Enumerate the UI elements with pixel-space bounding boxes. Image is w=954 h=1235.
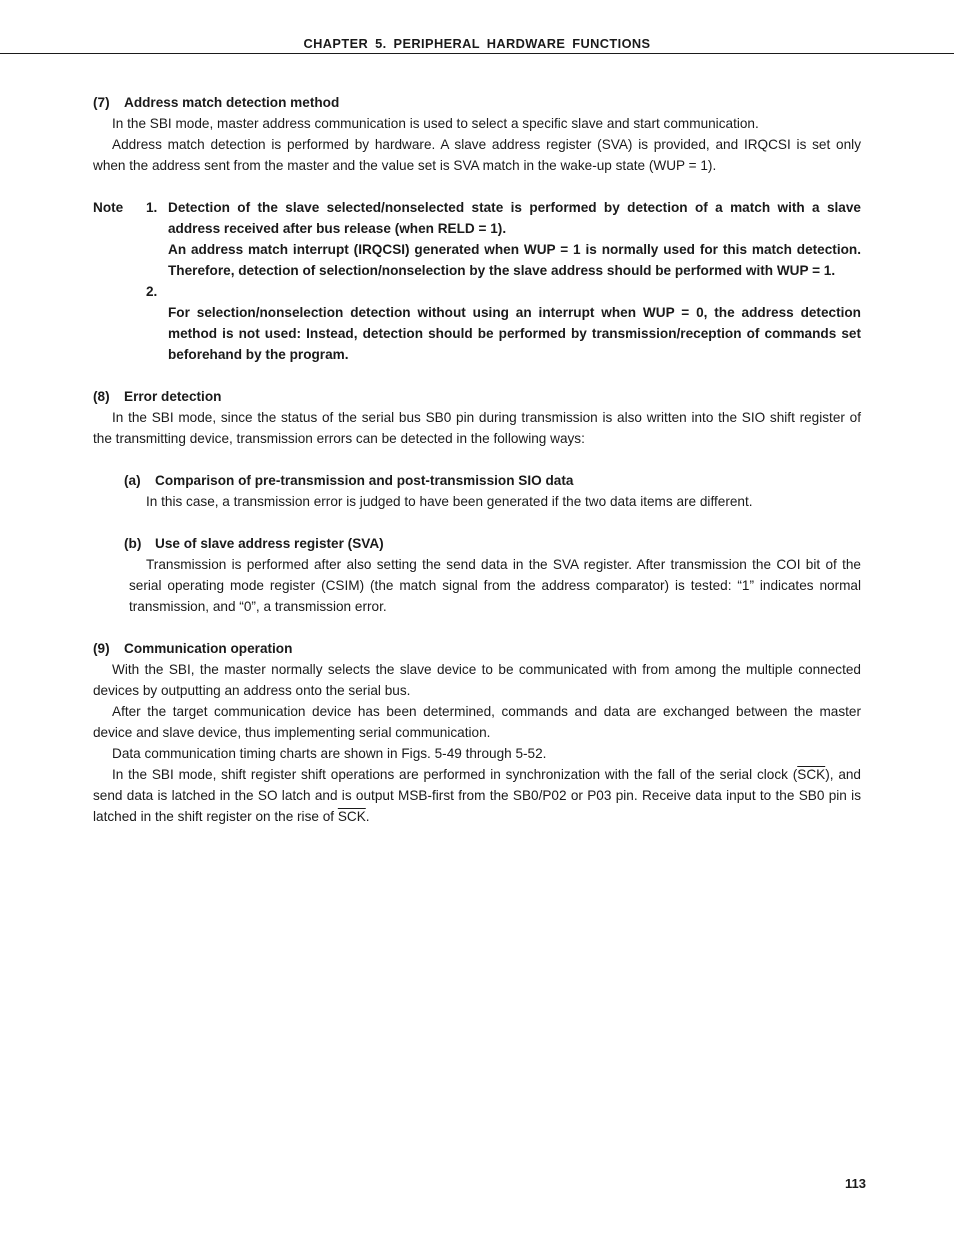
- section-9-paragraph-3: Data communication timing charts are shown in Figs. 5-49 through 5-52.: [112, 746, 547, 761]
- section-8b-paragraph-1: Transmission is performed after also setting the send data in the SVA register. After transmission the COI bit of the serial operating mode register (CSIM) (the match signal from the address comparator) is tested: “1” indicates normal transmission, and “0”, a transmission error.: [129, 557, 861, 614]
- sck-signal-label-1: $\overline{SCK}$: [797, 767, 826, 782]
- section-8-heading: [93, 386, 861, 407]
- note-item-2-number: 2.: [146, 284, 158, 299]
- section-7-heading: [93, 92, 861, 113]
- section-7-title: Address match detection method: [124, 95, 340, 110]
- section-8a-heading: [124, 470, 861, 491]
- section-9-paragraph-4-text-1: In the SBI mode, shift register shift operations are performed in synchronization with the fall of the serial clock (: [112, 767, 798, 782]
- note-block: [93, 197, 861, 365]
- note-item-1-line-2: An address match interrupt (IRQCSI) generated when WUP = 1 is normally used for this match detection. Therefore, detection of selection/nonselection by the slave address should be performed with WUP = 1.: [168, 242, 861, 278]
- page-number: 113: [845, 1176, 866, 1191]
- page-content: [93, 92, 861, 827]
- section-8a-paragraph-1: In this case, a transmission error is judged to have been generated if the two data items are different.: [146, 494, 753, 509]
- section-8b-number: (b): [124, 536, 142, 551]
- note-item-2: [146, 281, 861, 365]
- section-9-number: (9): [93, 641, 110, 656]
- section-9-paragraph-1: With the SBI, the master normally selects the slave device to be communicated with from among the multiple connected devices by outputting an address onto the serial bus.: [93, 662, 861, 698]
- header-rule: [0, 53, 954, 54]
- section-7-number: (7): [93, 95, 110, 110]
- section-7-paragraph-2: Address match detection is performed by hardware. A slave address register (SVA) is provided, and IRQCSI is set only when the address sent from the master and the value set is SVA match in the wake-up state (WUP = 1).: [93, 137, 861, 173]
- section-8a-number: (a): [124, 473, 141, 488]
- section-8-number: (8): [93, 389, 110, 404]
- note-list: [146, 197, 861, 365]
- note-label: Note: [93, 200, 124, 215]
- section-8b-heading: [124, 533, 861, 554]
- section-7-paragraph-1: In the SBI mode, master address communication is used to select a specific slave and start communication.: [112, 116, 759, 131]
- section-8b-title: Use of slave address register (SVA): [155, 536, 384, 551]
- sck-signal-label-2: $\overline{SCK}$: [337, 809, 366, 824]
- section-8-paragraph-1: In the SBI mode, since the status of the serial bus SB0 pin during transmission is also written into the SIO shift register of the transmitting device, transmission errors can be detected in the following ways:: [93, 410, 861, 446]
- section-8a-title: Comparison of pre-transmission and post-transmission SIO data: [155, 473, 574, 488]
- note-item-2-line-1: For selection/nonselection detection without using an interrupt when WUP = 0, the address detection method is not used: Instead, detection should be performed by transmission/reception of commands set beforehand by the program.: [168, 305, 861, 362]
- section-8-title: Error detection: [124, 389, 222, 404]
- note-item-1: [146, 197, 861, 281]
- section-9-paragraph-2: After the target communication device has been determined, commands and data are exchanged between the master device and slave device, thus implementing serial communication.: [93, 704, 861, 740]
- section-9-title: Communication operation: [124, 641, 293, 656]
- note-item-1-number: 1.: [146, 200, 158, 215]
- section-9-paragraph-4-text-3: .: [365, 809, 370, 824]
- section-9-paragraph-4: [93, 764, 861, 827]
- chapter-header: CHAPTER 5. PERIPHERAL HARDWARE FUNCTIONS: [303, 36, 651, 51]
- section-9-paragraph-4-text-2: ), and send data is latched in the SO latch and is output MSB-first from the SB0/P02 or P03 pin. Receive data input to the SB0 pin is latched in the shift register on the rise of: [93, 767, 861, 824]
- note-item-1-line-1: Detection of the slave selected/nonselected state is performed by detection of a match with a slave address received after bus release (when RELD = 1).: [168, 200, 861, 236]
- section-9-heading: [93, 638, 861, 659]
